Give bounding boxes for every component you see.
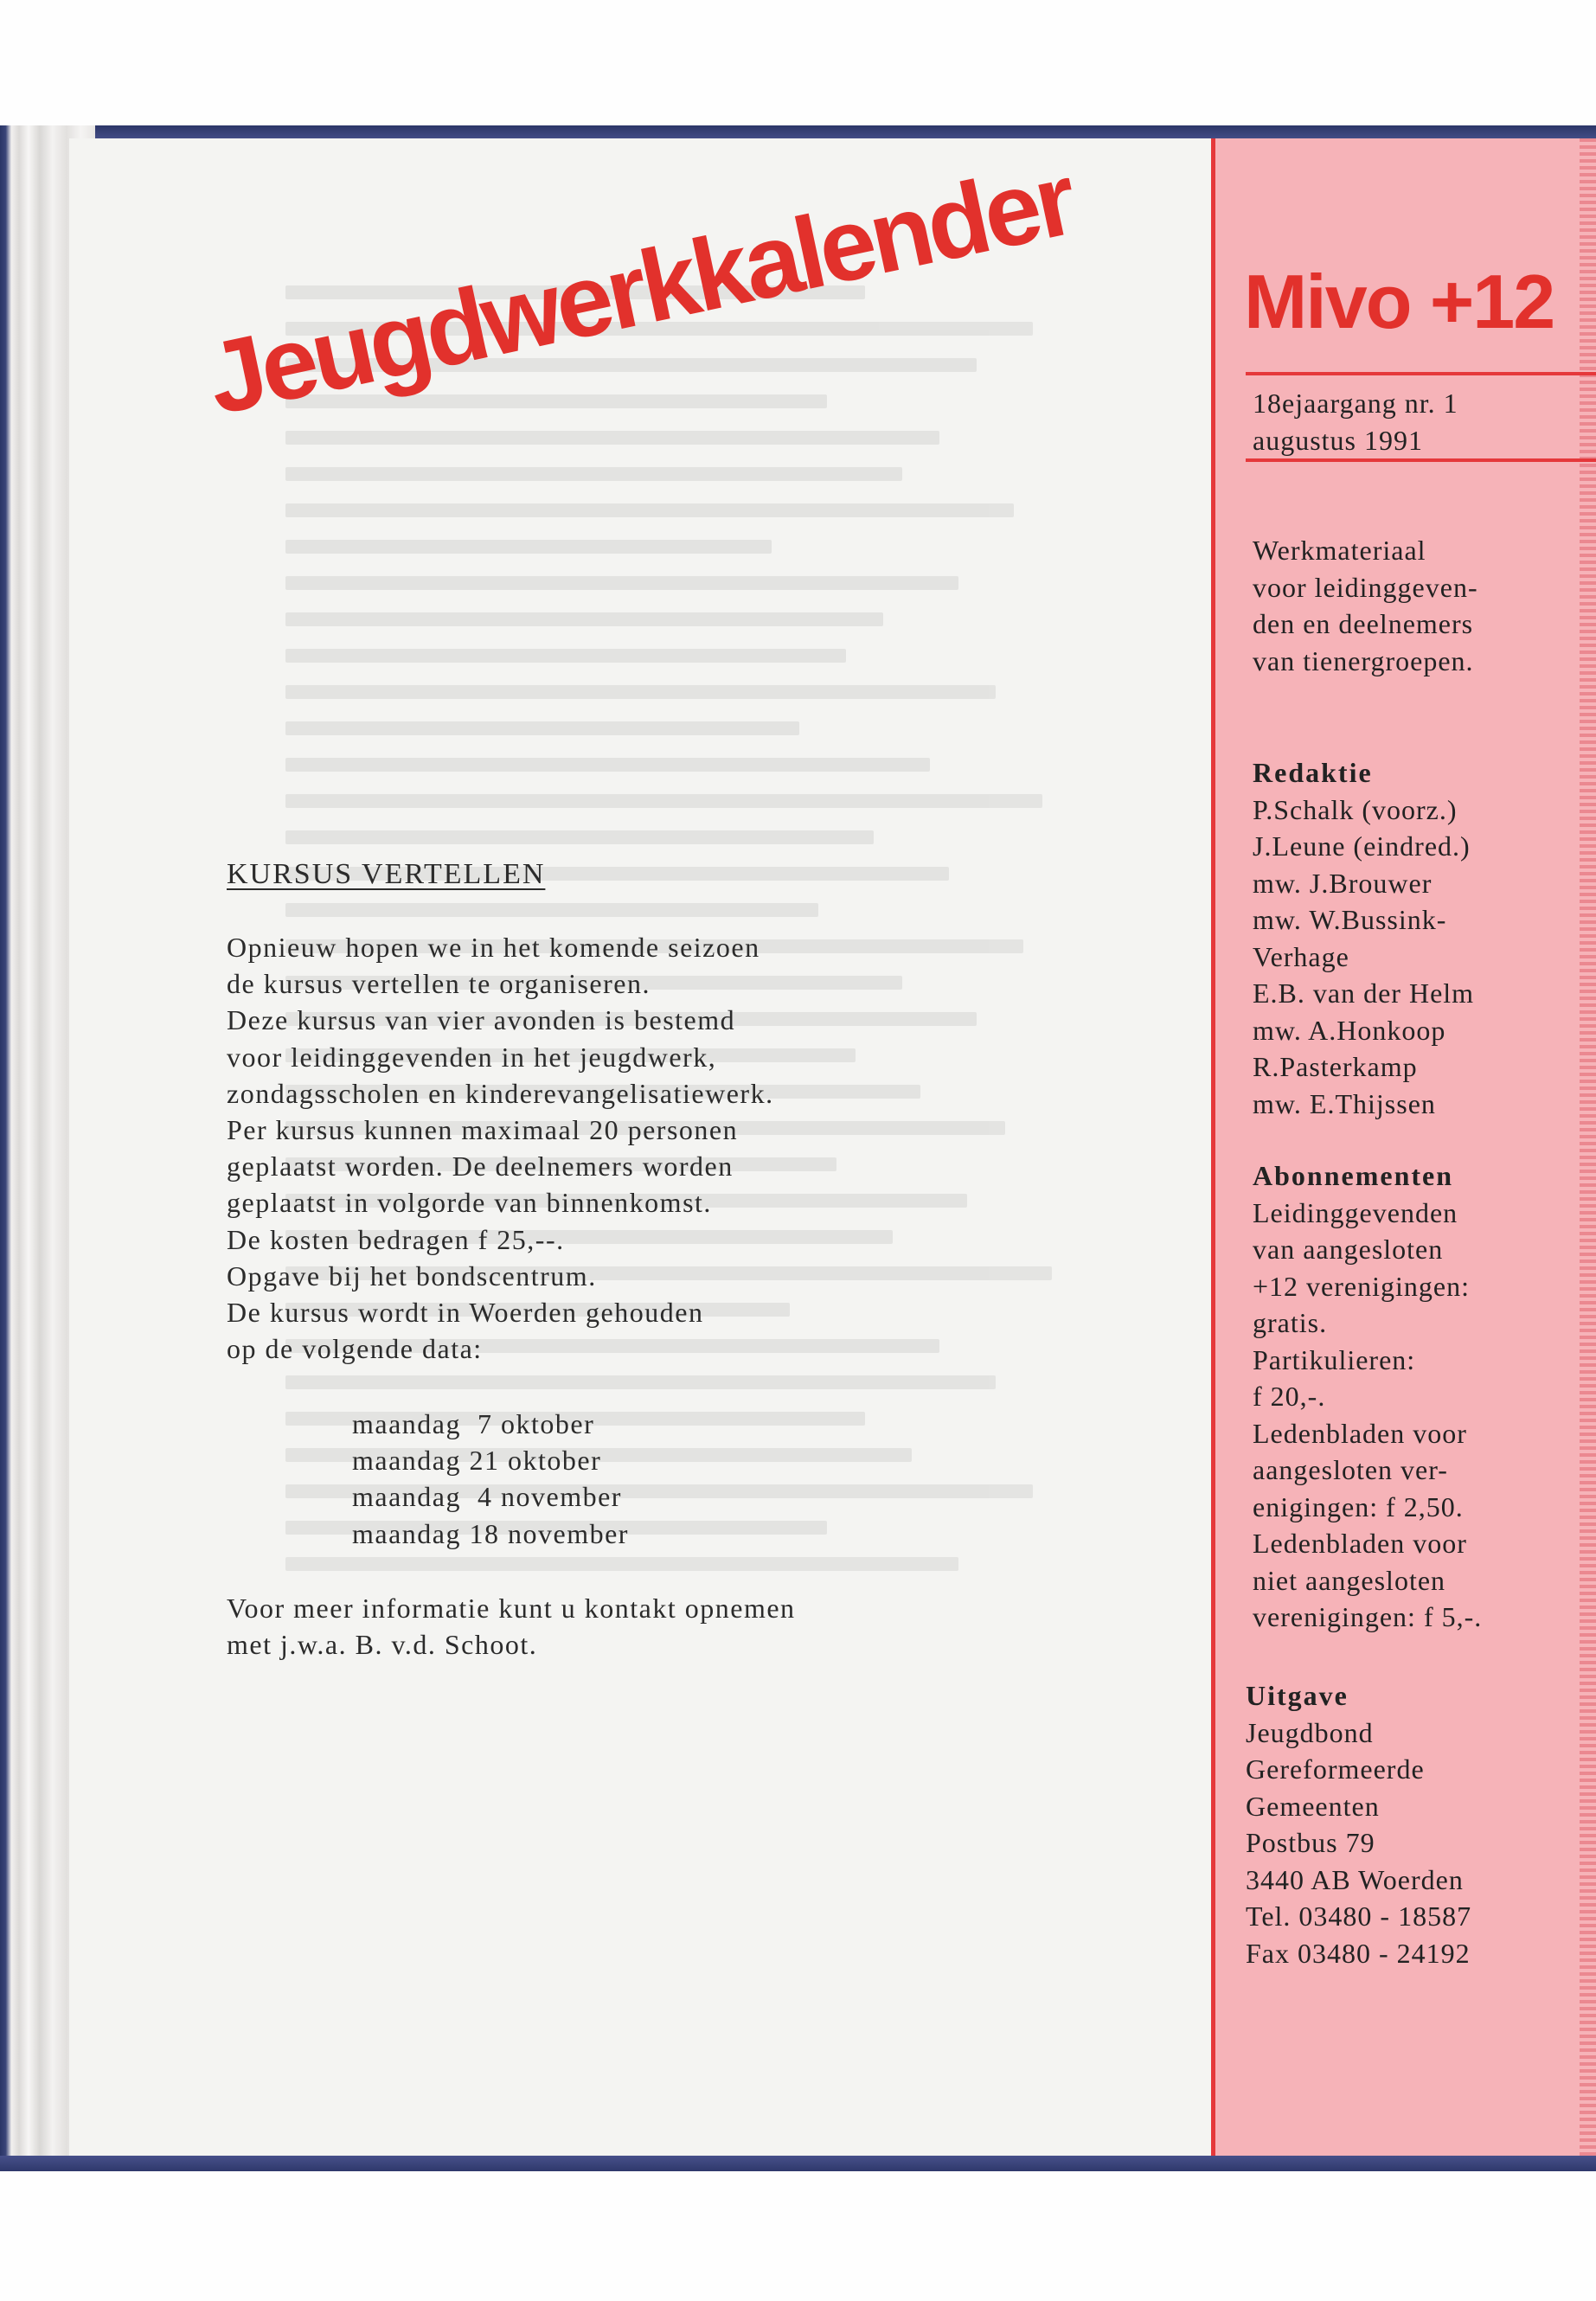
background-top xyxy=(0,0,1596,125)
issue-date: augustus 1991 xyxy=(1253,424,1423,456)
publisher-heading: Uitgave xyxy=(1246,1680,1349,1711)
editorial-board xyxy=(1253,754,1581,1122)
sidebar-page-edges xyxy=(1580,138,1596,2156)
subscription-line: +12 verenigingen: xyxy=(1253,1270,1470,1302)
subscription-line: verenigingen: f 5,-. xyxy=(1253,1601,1483,1632)
page-title: Jeugdwerkkalender xyxy=(198,142,1083,437)
article-line: de kursus vertellen te organiseren. xyxy=(227,968,651,1000)
sidebar-divider xyxy=(1211,138,1215,2156)
issue-rule xyxy=(1246,458,1596,462)
editor-line: J.Leune (eindred.) xyxy=(1253,830,1471,862)
article-line: Per kursus kunnen maximaal 20 personen xyxy=(227,1114,739,1146)
article-line: De kursus wordt in Woerden gehouden xyxy=(227,1297,704,1329)
editor-line: E.B. van der Helm xyxy=(1253,977,1475,1009)
description-line: Werkmateriaal xyxy=(1253,535,1426,566)
book-cover-bottom xyxy=(0,2156,1596,2173)
contact-line: met j.w.a. B. v.d. Schoot. xyxy=(227,1629,538,1661)
contact-info xyxy=(227,1590,796,1663)
editor-line: R.Pasterkamp xyxy=(1253,1051,1418,1082)
subscriptions xyxy=(1253,1157,1581,1636)
subscription-line: Partikulieren: xyxy=(1253,1343,1416,1375)
description-line: voor leidinggeven- xyxy=(1253,571,1478,603)
description-line: den en deelnemers xyxy=(1253,608,1474,639)
article-line: Opnieuw hopen we in het komende seizoen xyxy=(227,932,760,963)
subscription-line: aangesloten ver- xyxy=(1253,1454,1448,1485)
publisher-line: Postbus 79 xyxy=(1246,1827,1375,1858)
editor-line: Verhage xyxy=(1253,940,1349,972)
editor-line: mw. E.Thijssen xyxy=(1253,1087,1436,1119)
editor-line: P.Schalk (voorz.) xyxy=(1253,793,1458,825)
publisher-line: Fax 03480 - 24192 xyxy=(1246,1937,1471,1969)
editorial-heading: Redaktie xyxy=(1253,757,1373,788)
subscription-line: f 20,-. xyxy=(1253,1381,1326,1412)
subscription-line: Ledenbladen voor xyxy=(1253,1417,1467,1449)
editor-line: mw. J.Brouwer xyxy=(1253,867,1433,899)
publisher-line: Jeugdbond xyxy=(1246,1716,1374,1748)
article-line: voor leidinggevenden in het jeugdwerk, xyxy=(227,1041,717,1073)
course-date: maandag 7 oktober xyxy=(352,1408,595,1439)
subscription-line: van aangesloten xyxy=(1253,1234,1444,1265)
subscription-line: Ledenbladen voor xyxy=(1253,1528,1467,1559)
masthead-rule xyxy=(1246,372,1596,375)
course-date: maandag 18 november xyxy=(352,1517,629,1549)
publisher-line: Gereformeerde xyxy=(1246,1753,1425,1785)
issue-info xyxy=(1253,385,1581,458)
issue-number: 18ejaargang nr. 1 xyxy=(1253,388,1458,419)
subscription-line: niet aangesloten xyxy=(1253,1564,1446,1596)
magazine-description xyxy=(1253,532,1581,679)
course-date: maandag 21 oktober xyxy=(352,1445,602,1477)
contact-line: Voor meer informatie kunt u kontakt opnemen xyxy=(227,1593,796,1624)
publisher-line: Gemeenten xyxy=(1246,1790,1380,1822)
description-line: van tienergroepen. xyxy=(1253,644,1474,676)
article-line: zondagsscholen en kinderevangelisatiewerk. xyxy=(227,1077,774,1109)
article-body xyxy=(227,929,1022,1367)
subscription-line: Leidinggevenden xyxy=(1253,1196,1458,1228)
article-line: De kosten bedragen f 25,--. xyxy=(227,1223,565,1255)
editor-line: mw. W.Bussink- xyxy=(1253,904,1447,935)
article-line: geplaatst in volgorde van binnenkomst. xyxy=(227,1187,712,1219)
subscriptions-heading: Abonnementen xyxy=(1253,1160,1454,1191)
background-bottom xyxy=(0,2171,1596,2301)
course-dates xyxy=(352,1406,629,1552)
subscription-line: gratis. xyxy=(1253,1307,1328,1338)
article-line: Opgave bij het bondscentrum. xyxy=(227,1259,597,1292)
subscription-line: enigingen: f 2,50. xyxy=(1253,1490,1464,1522)
article-line: op de volgende data: xyxy=(227,1333,483,1365)
editor-line: mw. A.Honkoop xyxy=(1253,1014,1446,1046)
magazine-logo: Mivo +12 xyxy=(1244,259,1554,344)
course-date: maandag 4 november xyxy=(352,1481,622,1513)
article-heading: KURSUS VERTELLEN xyxy=(227,858,546,890)
publisher xyxy=(1246,1677,1574,1971)
article-line: geplaatst worden. De deelnemers worden xyxy=(227,1150,734,1183)
publisher-line: 3440 AB Woerden xyxy=(1246,1863,1464,1895)
publisher-line: Tel. 03480 - 18587 xyxy=(1246,1900,1472,1932)
article-line: Deze kursus van vier avonden is bestemd xyxy=(227,1004,736,1036)
